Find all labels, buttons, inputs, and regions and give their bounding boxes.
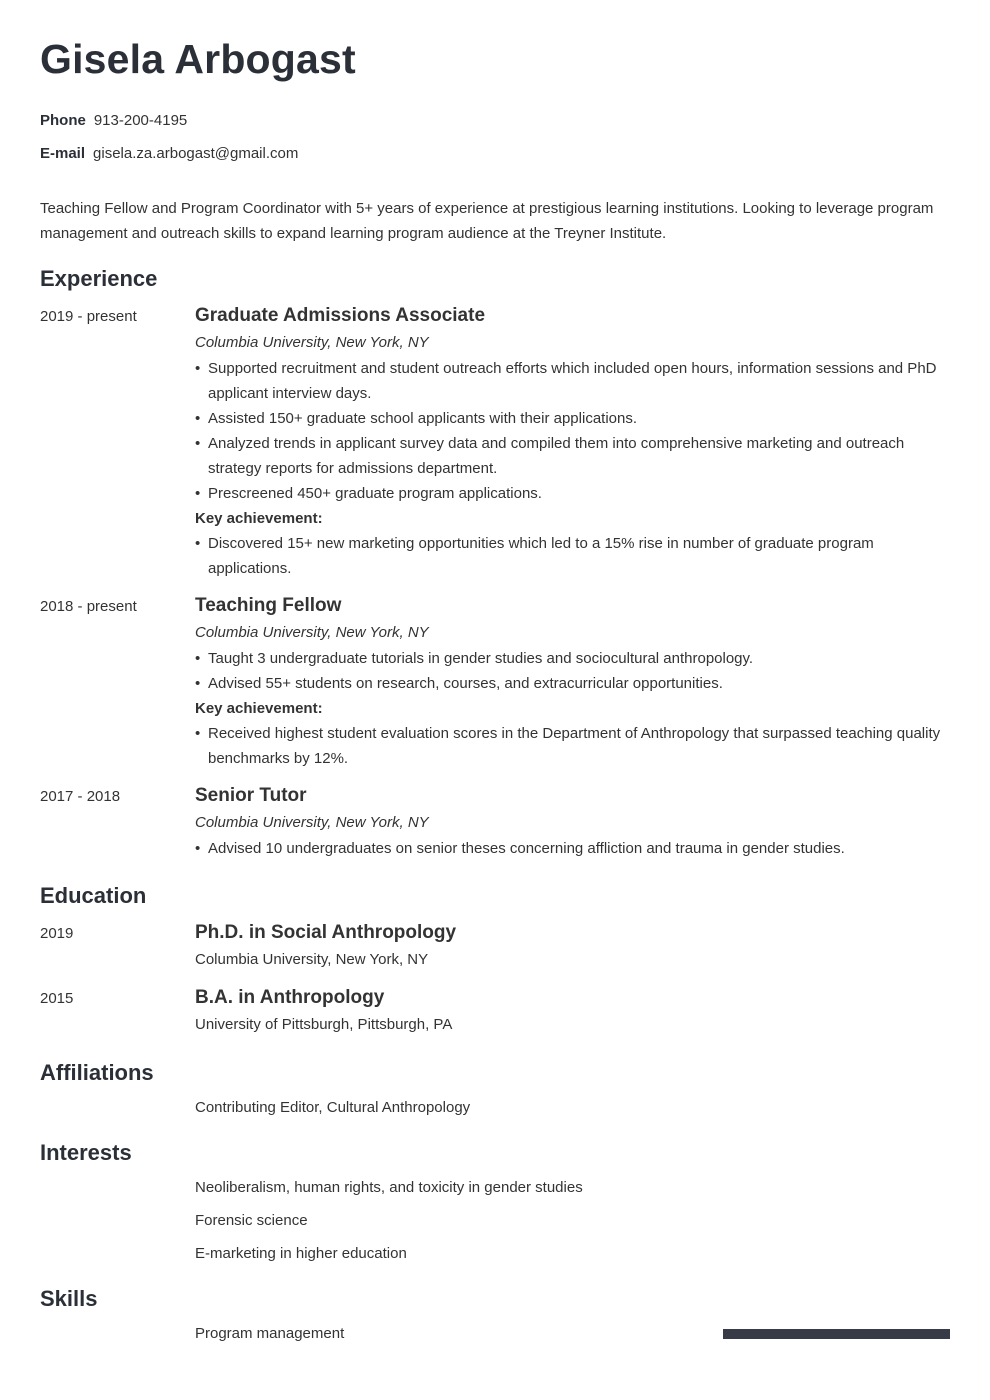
list-item-text: Supported recruitment and student outreach efforts which included open hours, information sessions and PhD applicant interview days. (208, 360, 937, 402)
entry-body (195, 595, 950, 771)
list-item: • Assisted 150+ graduate school applicants with their applications. (195, 410, 638, 427)
achievements-list (195, 721, 950, 771)
interest-item: Neoliberalism, human rights, and toxicity in gender studies (195, 1179, 583, 1196)
phone-label: Phone (40, 112, 86, 129)
list-item-text: Assisted 150+ graduate school applicants with their applications. (208, 410, 638, 427)
list-item: • Taught 3 undergraduate tutorials in gender studies and sociocultural anthropology. (195, 650, 754, 667)
skill-level-fill (723, 1329, 950, 1339)
job-title: Graduate Admissions Associate (195, 305, 486, 326)
candidate-name: Gisela Arbogast (40, 36, 356, 82)
achievements-list (195, 531, 950, 581)
list-item: • Prescreened 450+ graduate program applications. (195, 485, 542, 502)
job-title: Teaching Fellow (195, 595, 342, 616)
job-place: Columbia University, New York, NY (195, 624, 429, 641)
section-title-experience: Experience (40, 266, 158, 291)
interest-item: E-marketing in higher education (195, 1245, 407, 1262)
phone-row (40, 112, 187, 130)
entry-date: 2019 (40, 925, 74, 942)
entry-body (195, 987, 950, 1034)
section-title-skills: Skills (40, 1286, 98, 1311)
school-place: Columbia University, New York, NY (195, 951, 429, 968)
list-item: • Discovered 15+ new marketing opportunities which led to a 15% rise in number of graduate program applications. (195, 535, 874, 577)
school-place: University of Pittsburgh, Pittsburgh, PA (195, 1016, 453, 1033)
list-item: • Supported recruitment and student outreach efforts which included open hours, information sessions and PhD applicant interview days. (195, 360, 937, 402)
skill-name: Program management (195, 1325, 345, 1342)
entry-date: 2015 (40, 990, 74, 1007)
skill-row (195, 1325, 950, 1345)
list-item-text: Advised 10 undergraduates on senior theses concerning affliction and trauma in gender studies. (208, 840, 845, 857)
entry-body (195, 305, 950, 581)
email-label: E-mail (40, 145, 86, 162)
entry-body (195, 922, 950, 969)
list-item: • Advised 55+ students on research, courses, and extracurricular opportunities. (195, 675, 723, 692)
list-item: • Analyzed trends in applicant survey data and compiled them into comprehensive marketing and outreach strategy reports for admissions department. (195, 435, 905, 477)
list-item-text: Advised 55+ students on research, courses, and extracurricular opportunities. (208, 675, 723, 692)
entry-date: 2018 - present (40, 598, 137, 615)
entry-date: 2019 - present (40, 308, 137, 325)
section-title-interests: Interests (40, 1140, 132, 1165)
job-place: Columbia University, New York, NY (195, 814, 429, 831)
job-title: Senior Tutor (195, 785, 307, 806)
section-title-affiliations: Affiliations (40, 1060, 154, 1085)
list-item: • Advised 10 undergraduates on senior theses concerning affliction and trauma in gender studies. (195, 840, 845, 857)
list-item-text: Taught 3 undergraduate tutorials in gender studies and sociocultural anthropology. (208, 650, 754, 667)
entry-body (195, 785, 950, 861)
degree-title: B.A. in Anthropology (195, 987, 385, 1008)
key-achievement-label: Key achievement: (195, 510, 323, 527)
list-item-text: Analyzed trends in applicant survey data and compiled them into comprehensive marketing and outreach strategy reports for admissions department. (208, 435, 905, 477)
email-value: gisela.za.arbogast@gmail.com (93, 145, 299, 162)
duties-list (195, 646, 950, 696)
list-item: • Received highest student evaluation scores in the Department of Anthropology that surpassed teaching quality benchmarks by 12%. (195, 725, 941, 767)
section-title-education: Education (40, 883, 147, 908)
skill-level-bar (723, 1329, 950, 1339)
interest-item: Forensic science (195, 1212, 308, 1229)
email-row (40, 145, 298, 163)
key-achievement-label: Key achievement: (195, 700, 323, 717)
duties-list (195, 836, 950, 861)
list-item-text: Discovered 15+ new marketing opportunities which led to a 15% rise in number of graduate program applications. (208, 535, 874, 577)
job-place: Columbia University, New York, NY (195, 334, 429, 351)
duties-list (195, 356, 950, 506)
affiliation-item: Contributing Editor, Cultural Anthropology (195, 1099, 471, 1116)
entry-date: 2017 - 2018 (40, 788, 121, 805)
list-item-text: Received highest student evaluation scores in the Department of Anthropology that surpassed teaching quality benchmarks by 12%. (208, 725, 941, 767)
degree-title: Ph.D. in Social Anthropology (195, 922, 457, 943)
phone-value: 913-200-4195 (93, 112, 188, 129)
list-item-text: Prescreened 450+ graduate program applications. (208, 485, 542, 502)
summary-text: Teaching Fellow and Program Coordinator with 5+ years of experience at prestigious learning institutions. Looking to leverage program management and outreach skills to expand learning program audience at the Treyner Institute. (40, 200, 934, 242)
